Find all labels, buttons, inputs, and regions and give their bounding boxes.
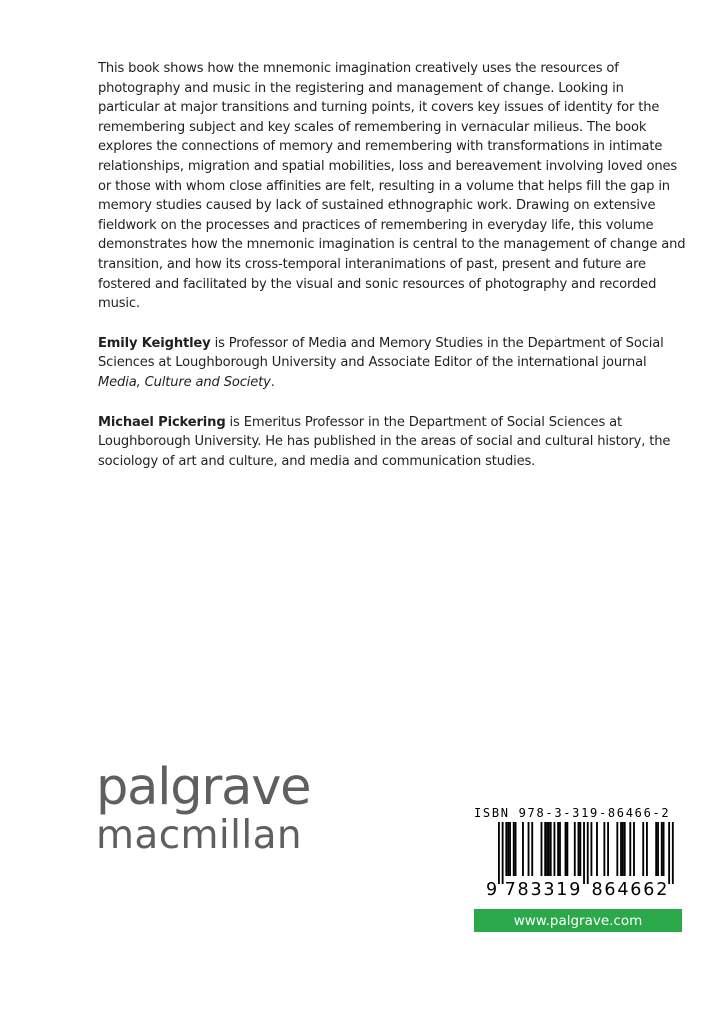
barcode-bar (559, 822, 561, 876)
barcode-digit: 9 (569, 880, 581, 900)
barcode-digit: 6 (643, 880, 655, 900)
barcode-digit: 3 (530, 880, 542, 900)
barcode-bar (548, 822, 550, 876)
barcode-bar (566, 822, 568, 876)
barcode-bar (622, 822, 624, 876)
barcode-digit: 8 (591, 880, 603, 900)
barcode-bar (554, 822, 556, 876)
barcode-bar (633, 822, 635, 876)
barcode-bar (596, 822, 598, 876)
author-bio-text: is Emeritus Professor in the Department of Social Sciences at Loughborough University. He has published in the areas of social and cultural history, the sociology of art and culture, and media and communication studies. (98, 414, 671, 469)
barcode-bar (513, 822, 515, 876)
barcode-bar (668, 822, 670, 884)
barcode-bar (507, 822, 509, 876)
barcode-bar (642, 822, 644, 876)
barcode-bar (574, 822, 576, 876)
isbn-label: ISBN 978-3-319-86466-2 (474, 806, 671, 820)
barcode-bar (522, 822, 524, 876)
barcode-digit: 6 (630, 880, 642, 900)
website-url[interactable]: www.palgrave.com (513, 912, 643, 929)
barcode-bar (550, 822, 552, 876)
barcode-bar (546, 822, 548, 876)
barcode-bar (583, 822, 585, 884)
logo-line-palgrave: palgrave (96, 758, 311, 817)
author-bio-text: is Professor of Media and Memory Studies in the Department of Social Sciences at Loughborough University and Associate Editor of the international journal (98, 335, 664, 371)
barcode-bar (541, 822, 543, 876)
barcode-bar (646, 822, 648, 876)
author-bio-end: . (270, 374, 275, 390)
journal-title: Media, Culture and Society (98, 374, 271, 390)
barcode-bar (620, 822, 622, 876)
barcode-bar (528, 822, 530, 876)
barcode-bar (591, 822, 593, 876)
author-bio-keightley (98, 334, 686, 393)
book-description: This book shows how the mnemonic imagination creatively uses the resources of photography and music in the registering and management of change. Looking in particular at major transitions and turning points, it covers key issues of identity for the remembering subject and key scales of remembering in vernacular milieus. The book explores the connections of memory and remembering with transformations in intimate relationships, migration and spatial mobilities, loss and bereavement involving loved ones or those with whom close affinities are felt, resulting in a volume that helps fill the gap in memory studies caused by lack of sustained ethnographic work. Drawing on extensive fieldwork on the processes and practices of remembering in everyday life, this volume demonstrates how the mnemonic imagination is central to the management of change and transition, and how its cross-temporal interanimations of past, present and future are fostered and facilitated by the visual and sonic resources of photography and recorded music. (98, 61, 686, 312)
barcode-bar (624, 822, 626, 876)
barcode-digit: 2 (656, 880, 668, 900)
barcode-bar (498, 822, 500, 884)
barcode-digit: 4 (617, 880, 629, 900)
barcode-bar (531, 822, 533, 876)
barcode-bar (629, 822, 631, 876)
barcode (498, 822, 682, 884)
barcode-bar (578, 822, 580, 876)
barcode-digit: 6 (604, 880, 616, 900)
publisher-logo (96, 758, 311, 858)
barcode-bar (616, 822, 618, 876)
barcode-bar (515, 822, 517, 876)
barcode-bar (509, 822, 511, 876)
barcode-digit: 8 (517, 880, 529, 900)
author-name: Emily Keightley (98, 335, 211, 351)
website-badge[interactable] (474, 909, 682, 932)
isbn-barcode-block (474, 806, 682, 884)
author-bio-pickering (98, 413, 686, 472)
barcode-bar (672, 822, 674, 884)
barcode-bar (657, 822, 659, 876)
barcode-digit: 7 (504, 880, 516, 900)
back-cover-text (98, 59, 686, 491)
barcode-bar (663, 822, 665, 876)
barcode-bar (607, 822, 609, 876)
barcode-bar (661, 822, 663, 876)
barcode-bar (603, 822, 605, 876)
barcode-bar (502, 822, 504, 884)
logo-line-macmillan: macmillan (96, 813, 303, 858)
barcode-digit: 9 (486, 880, 498, 900)
barcode-digit: 3 (543, 880, 555, 900)
barcode-bar (579, 822, 581, 876)
barcode-bar (655, 822, 657, 876)
barcode-digit: 1 (556, 880, 568, 900)
barcode-bar (505, 822, 507, 876)
barcode-bar (557, 822, 559, 876)
barcode-bar (544, 822, 546, 876)
barcode-bar (565, 822, 567, 876)
author-name: Michael Pickering (98, 414, 226, 430)
barcode-bar (587, 822, 589, 884)
